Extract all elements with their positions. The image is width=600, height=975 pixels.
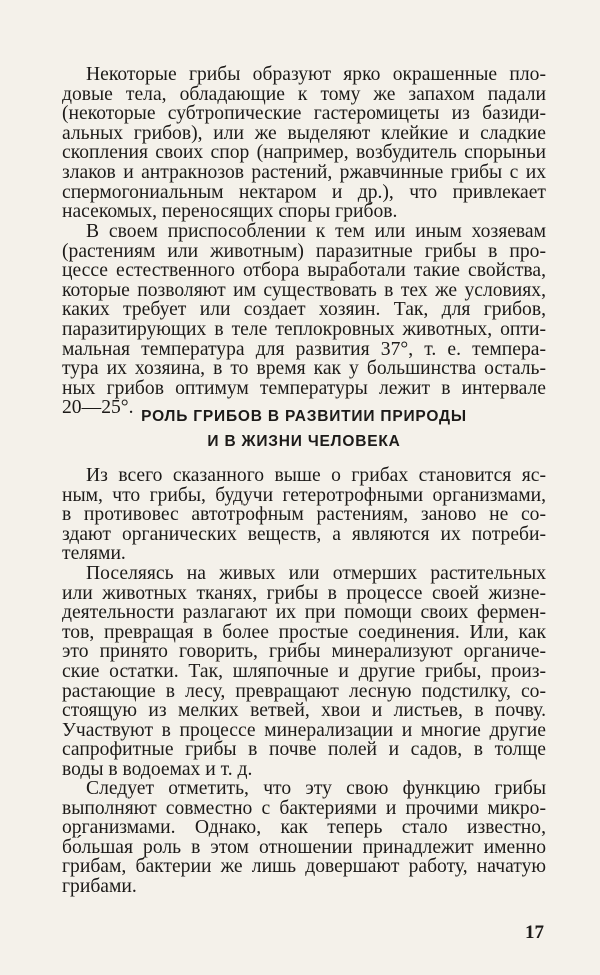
text-line: выполняют совместно с бактериями и прочими микро-: [62, 797, 546, 819]
text-line: (некоторые субтропические гастеромицеты из базиди-: [62, 103, 546, 125]
text-line: или животных тканях, грибы в процессе своей жизне-: [62, 582, 546, 604]
text-line: в противовес автотрофным растениям, заново не со-: [62, 504, 546, 526]
section-heading: [62, 404, 546, 454]
text-line: сапрофитные грибы в почве полей и садов, в толще: [62, 739, 546, 761]
paragraph-2: [62, 222, 546, 418]
text-line: тура их хозяина, в то время как у большинства осталь-: [62, 358, 546, 380]
paragraph-5: [62, 779, 546, 897]
text-line: грибами.: [62, 875, 137, 897]
text-line: воды в водоемах и т. д.: [62, 758, 253, 780]
text-line: которые позволяют им существовать в тех же условиях,: [62, 279, 546, 301]
text-line: насекомых, переносящих споры грибов.: [62, 201, 398, 223]
text-line: деятельности разлагают их при помощи своих фермен-: [62, 602, 546, 624]
text-line: спермогониальным нектаром и др.), что привлекает: [62, 181, 546, 203]
text-line: тов, превращая в более простые соединения. Или, как: [62, 621, 546, 643]
text-line: Некоторые грибы образуют ярко окрашенные пло-: [86, 64, 546, 85]
text-line: цессе естественного отбора выработали такие свойства,: [62, 260, 546, 282]
text-line: ские остатки. Так, шляпочные и другие грибы, произ-: [62, 660, 546, 682]
text-line: 20—25°.: [62, 397, 134, 419]
section-heading-line-1: РОЛЬ ГРИБОВ В РАЗВИТИИ ПРИРОДЫ: [141, 408, 467, 425]
text-line: телями.: [62, 543, 126, 565]
text-line: грибам, бактерии же лишь довершают работу, начатую: [62, 856, 546, 878]
text-line: скопления своих спор (например, возбудитель спорыньи: [62, 142, 546, 164]
text-line: довые тела, обладающие к тому же запахом падали: [62, 83, 546, 105]
paragraph-3: [62, 466, 546, 564]
page-number: 17: [525, 922, 544, 943]
text-line: бо́льшая роль в этом отношении принадлежит именно: [62, 836, 546, 858]
text-line: (растениям или животным) паразитные грибы в про-: [62, 240, 546, 262]
text-line: Участвуют в процессе минерализации и многие другие: [62, 719, 546, 741]
section-heading-line-2: И В ЖИЗНИ ЧЕЛОВЕКА: [207, 433, 401, 450]
text-line: альных грибов), или же выделяют клейкие и сладкие: [62, 122, 546, 144]
text-line: стоящую из мелких ветвей, хвои и листьев, в почву.: [62, 700, 546, 722]
paragraph-1: [62, 65, 546, 222]
text-line: здают органических веществ, а являются их потреби-: [62, 523, 546, 545]
text-line: Из всего сказанного выше о грибах становится яс-: [86, 465, 546, 486]
text-line: мальная температура для развития 37°, т. е. темпера-: [62, 338, 546, 360]
text-line: паразитирующих в теле теплокровных животных, опти-: [62, 318, 546, 340]
text-line: ным, что грибы, будучи гетеротрофными организмами,: [62, 484, 546, 506]
text-line: ных грибов оптимум температуры лежит в интервале: [62, 377, 546, 399]
text-line: злаков и антракнозов растений, ржавчинные грибы с их: [62, 161, 546, 183]
paragraph-4: [62, 564, 546, 780]
text-line: растающие в лесу, превращают лесную подстилку, со-: [62, 680, 546, 702]
text-line: организмами. Однако, как теперь стало известно,: [62, 817, 546, 839]
text-line: В своем приспособлении к тем или иным хозяевам: [86, 221, 546, 242]
text-line: каких требует или создает хозяин. Так, для грибов,: [62, 299, 546, 321]
text-line: Следует отметить, что эту свою функцию грибы: [86, 778, 546, 799]
text-line: это принято говорить, грибы минерализуют органиче-: [62, 641, 546, 663]
text-line: Поселяясь на живых или отмерших растительных: [86, 563, 546, 584]
